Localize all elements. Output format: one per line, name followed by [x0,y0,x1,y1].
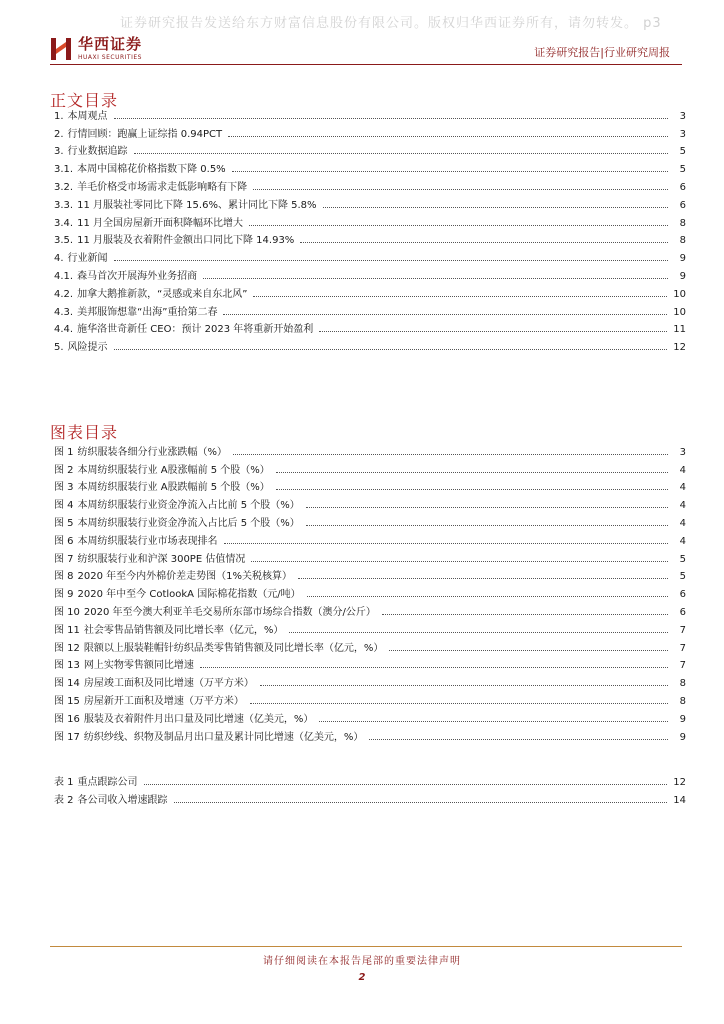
huaxi-logo-icon [50,36,72,62]
toc-list [54,104,686,353]
header-divider [50,64,682,65]
figure-entry-number: 图 11 [54,624,80,636]
table-entry-label: 各公司收入增速跟踪 [77,794,168,806]
figure-entry-label: 本周纺织服装行业资金净流入占比后 5 个股（%） [77,517,300,529]
figure-entry-label: 纺织纱线、织物及制品月出口量及累计同比增速（亿美元，%） [83,731,364,743]
figure-entry-label: 纺织服装行业和沪深 300PE 估值情况 [77,553,246,565]
figure-entry-page: 8 [679,678,686,690]
figure-entry[interactable] [54,654,686,672]
toc-entry-number: 3.5. [54,235,74,247]
toc-entry-label: 加拿大鹅推新款，“灵感或来自东北风” [77,288,248,300]
table-entry-page: 14 [673,794,686,806]
figure-list [54,440,686,743]
toc-entry-number: 3.4. [54,217,74,229]
toc-entry-label: 行业新闻 [67,253,108,265]
toc-leader-dots [306,507,668,508]
toc-entry-label: 风险提示 [67,342,108,354]
toc-leader-dots [319,721,668,722]
toc-leader-dots [228,136,668,137]
figure-entry[interactable] [54,529,686,547]
toc-leader-dots [232,171,668,172]
figure-entry-page: 4 [679,500,686,512]
table-entry-number: 表 2 [54,794,74,806]
watermark-text: 证券研究报告发送给东方财富信息股份有限公司。版权归华西证券所有，请勿转发。 p3 [120,16,662,31]
toc-leader-dots [382,614,668,615]
logo-chinese-name: 华西证券 [78,35,143,53]
figure-entry[interactable] [54,636,686,654]
figure-entry-label: 2020 年中至今 CotlookA 国际棉花指数（元/吨） [77,589,301,601]
toc-entry-page: 10 [673,306,686,318]
toc-entry-label: 11 月服装及衣着附件金额出口同比下降 14.93% [77,235,295,247]
figure-entry-number: 图 16 [54,713,80,725]
figure-entry-label: 网上实物零售额同比增速 [83,660,194,672]
table-entry[interactable] [54,770,686,788]
toc-entry[interactable] [54,318,686,336]
toc-entry-label: 行业数据追踪 [67,146,128,158]
toc-entry-number: 2. [54,128,64,140]
toc-entry-page: 5 [679,164,686,176]
figure-entry[interactable] [54,725,686,743]
figure-entry-page: 4 [679,535,686,547]
toc-leader-dots [300,242,668,243]
toc-title: 正文目录 [50,91,119,110]
toc-entry[interactable] [54,122,686,140]
toc-entry[interactable] [54,157,686,175]
toc-entry-label: 11 月全国房屋新开面积降幅环比增大 [77,217,243,229]
toc-leader-dots [253,189,668,190]
figure-entry-number: 图 4 [54,500,74,512]
toc-entry[interactable] [54,140,686,158]
figure-entry[interactable] [54,440,686,458]
figure-entry-number: 图 8 [54,571,74,583]
figure-entry-page: 3 [679,446,686,458]
figure-entry-number: 图 14 [54,678,80,690]
figure-entry-label: 本周纺织服装行业市场表现排名 [77,535,218,547]
figure-entry-number: 图 9 [54,589,74,601]
toc-leader-dots [276,472,668,473]
figure-entry-label: 服装及衣着附件月出口量及同比增速（亿美元，%） [83,713,314,725]
company-logo [50,34,142,64]
toc-leader-dots [174,802,668,803]
toc-entry[interactable] [54,264,686,282]
toc-entry[interactable] [54,229,686,247]
figure-entry-number: 图 7 [54,553,74,565]
toc-entry-page: 9 [679,253,686,265]
toc-entry-page: 6 [679,181,686,193]
figure-entry-label: 限额以上服装鞋帽针纺织品类零售销售额及同比增长率（亿元，%） [83,642,384,654]
toc-leader-dots [389,650,668,651]
toc-entry-number: 4.3. [54,306,74,318]
toc-leader-dots [250,703,668,704]
figure-entry-label: 本周纺织服装行业 A股跌幅前 5 个股（%） [77,482,270,494]
toc-leader-dots [323,207,668,208]
figure-entry-page: 5 [679,553,686,565]
figure-entry-page: 7 [679,660,686,672]
toc-leader-dots [233,454,668,455]
toc-entry-number: 3.3. [54,199,74,211]
figure-entry-page: 4 [679,464,686,476]
toc-entry[interactable] [54,211,686,229]
figure-entry-number: 图 3 [54,482,74,494]
toc-entry-page: 8 [679,235,686,247]
figure-entry[interactable] [54,511,686,529]
legal-disclaimer-note: 请仔细阅读在本报告尾部的重要法律声明 [263,956,461,967]
toc-entry-number: 4. [54,253,64,265]
toc-leader-dots [319,331,667,332]
figure-entry-page: 4 [679,482,686,494]
figure-entry-label: 2020 年至今内外棉价差走势图（1%关税核算） [77,571,293,583]
toc-entry-number: 3.1. [54,164,74,176]
figure-entry-page: 6 [679,606,686,618]
toc-leader-dots [203,278,668,279]
figure-entry-number: 图 2 [54,464,74,476]
table-entry[interactable] [54,788,686,806]
toc-entry-label: 行情回顾：跑赢上证综指 0.94PCT [67,128,223,140]
toc-entry-number: 1. [54,110,64,122]
toc-entry[interactable] [54,282,686,300]
figure-entry[interactable] [54,565,686,583]
toc-entry-page: 12 [673,342,686,354]
table-entry-page: 12 [673,776,686,788]
toc-entry[interactable] [54,246,686,264]
toc-leader-dots [276,489,668,490]
figure-entry-number: 图 10 [54,606,80,618]
toc-leader-dots [114,260,668,261]
toc-leader-dots [253,296,667,297]
figure-entry[interactable] [54,582,686,600]
toc-entry-label: 11 月服装社零同比下降 15.6%、累计同比下降 5.8% [77,199,317,211]
toc-entry-page: 6 [679,199,686,211]
toc-entry-page: 11 [673,324,686,336]
figure-entry[interactable] [54,671,686,689]
table-list [54,770,686,806]
toc-entry-page: 3 [679,128,686,140]
figure-entry[interactable] [54,618,686,636]
toc-entry-label: 施华洛世奇新任 CEO：预计 2023 年将重新开始盈利 [77,324,314,336]
figure-entry[interactable] [54,458,686,476]
toc-entry-label: 羊毛价格受市场需求走低影响略有下降 [77,181,248,193]
figure-entry[interactable] [54,689,686,707]
toc-leader-dots [223,314,667,315]
figure-entry-page: 9 [679,713,686,725]
figure-entry-label: 纺织服装各细分行业涨跌幅（%） [77,446,228,458]
figure-entry-label: 社会零售品销售额及同比增长率（亿元，%） [83,624,284,636]
toc-entry-number: 5. [54,342,64,354]
figure-entry-number: 图 15 [54,695,80,707]
toc-entry-number: 3. [54,146,64,158]
figure-entry-label: 2020 年至今澳大利亚羊毛交易所东部市场综合指数（澳分/公斤） [83,606,376,618]
toc-leader-dots [134,153,668,154]
figure-entry-page: 4 [679,517,686,529]
figure-list-title: 图表目录 [50,423,119,442]
figure-entry-label: 房屋竣工面积及同比增速（万平方米） [83,678,254,690]
toc-leader-dots [298,578,668,579]
figure-entry-number: 图 1 [54,446,74,458]
toc-entry-page: 9 [679,270,686,282]
figure-entry[interactable] [54,547,686,565]
figure-entry-page: 7 [679,642,686,654]
figure-entry-number: 图 5 [54,517,74,529]
page-number: 2 [358,972,366,983]
toc-leader-dots [289,632,668,633]
figure-entry[interactable] [54,707,686,725]
figure-entry-number: 图 6 [54,535,74,547]
figure-entry[interactable] [54,476,686,494]
toc-entry-number: 4.4. [54,324,74,336]
toc-entry-page: 5 [679,146,686,158]
figure-entry-number: 图 12 [54,642,80,654]
figure-entry[interactable] [54,600,686,618]
toc-entry-page: 10 [673,288,686,300]
toc-leader-dots [144,784,668,785]
toc-entry[interactable] [54,104,686,122]
report-type-label: 证券研究报告|行业研究周报 [534,46,670,59]
toc-entry-label: 美邦服饰想靠“出海”重拾第二春 [77,306,218,318]
toc-entry-label: 本周观点 [67,110,108,122]
figure-entry-label: 本周纺织服装行业资金净流入占比前 5 个股（%） [77,500,300,512]
figure-entry-page: 7 [679,624,686,636]
toc-entry-page: 8 [679,217,686,229]
toc-entry-number: 4.1. [54,270,74,282]
toc-entry-page: 3 [679,110,686,122]
figure-entry-page: 5 [679,571,686,583]
toc-entry[interactable] [54,300,686,318]
footer-divider [50,946,682,947]
toc-entry-number: 4.2. [54,288,74,300]
toc-leader-dots [260,685,668,686]
table-entry-number: 表 1 [54,776,74,788]
toc-leader-dots [306,525,668,526]
toc-leader-dots [114,349,668,350]
toc-leader-dots [224,543,668,544]
toc-entry[interactable] [54,335,686,353]
toc-leader-dots [251,561,668,562]
figure-entry-label: 本周纺织服装行业 A股涨幅前 5 个股（%） [77,464,270,476]
table-entry-label: 重点跟踪公司 [77,776,138,788]
toc-entry[interactable] [54,193,686,211]
toc-leader-dots [200,667,668,668]
figure-entry-number: 图 13 [54,660,80,672]
figure-entry-label: 房屋新开工面积及增速（万平方米） [83,695,244,707]
toc-leader-dots [249,225,668,226]
toc-entry-label: 本周中国棉花价格指数下降 0.5% [77,164,226,176]
toc-entry-label: 森马首次开展海外业务招商 [77,270,198,282]
figure-entry-number: 图 17 [54,731,80,743]
toc-entry-number: 3.2. [54,181,74,193]
figure-entry-page: 6 [679,589,686,601]
figure-entry[interactable] [54,493,686,511]
toc-entry[interactable] [54,175,686,193]
toc-leader-dots [307,596,668,597]
toc-leader-dots [114,118,668,119]
logo-english-name: HUAXI SECURITIES [78,54,142,61]
figure-entry-page: 8 [679,695,686,707]
toc-leader-dots [369,739,668,740]
figure-entry-page: 9 [679,731,686,743]
